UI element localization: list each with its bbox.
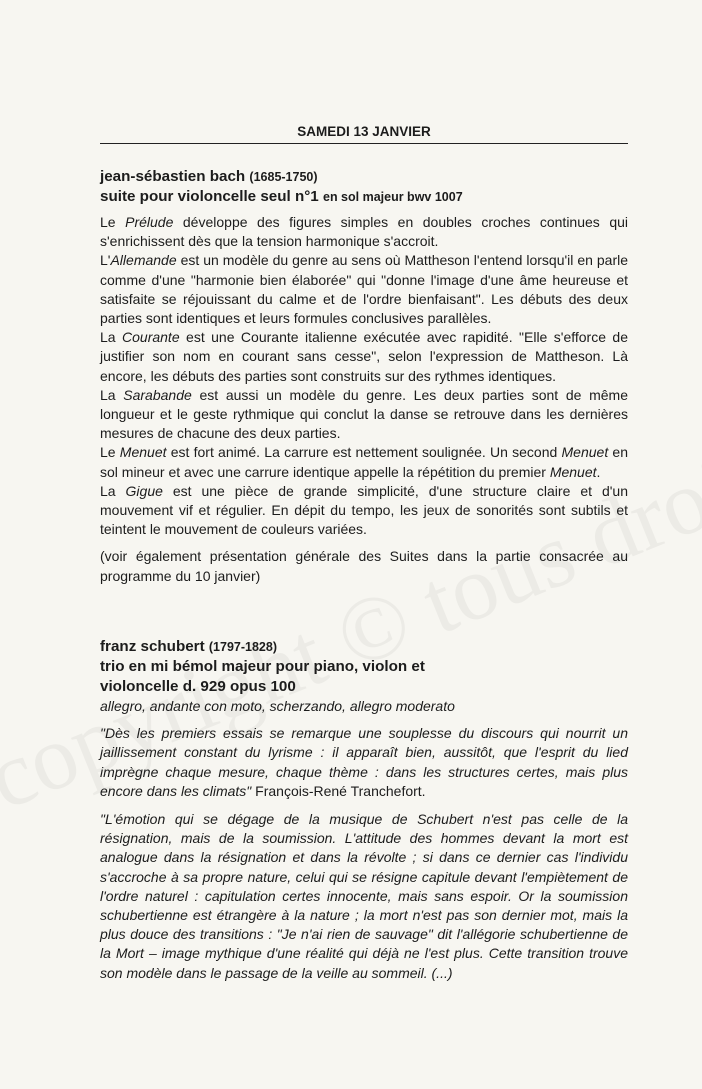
prelude-paragraph: Le Prélude développe des figures simples en doubles croches continues qui s'enrichissent dès que la tension harmonique s'accroit. — [100, 214, 628, 250]
schubert-work-title-line2: violoncelle d. 929 opus 100 — [100, 678, 296, 695]
gigue-paragraph: La Gigue est une pièce de grande simplicité, d'une structure claire et d'un mouvement vif et régulier. En dépit du tempo, les jeux de sonorités sont subtils et teintent le mouvement de couleurs variées. — [100, 482, 628, 538]
work-key: en sol majeur bwv 1007 — [323, 190, 463, 204]
allemande-paragraph: L'Allemande est un modèle du genre au sens où Mattheson l'entend lorsqu'il en parle comme d'une "harmonie bien élaborée" qui "donne l'image d'une âme heureuse et satisfaite se réjouissant du calme et de l'ordre bienfaisant". Les débuts des deux parties sont identiques et leurs formules conclusives parallèles. — [100, 252, 628, 327]
schubert-quote: "L'émotion qui se dégage de la musique de Schubert n'est pas celle de la résignation, mais de la soumission. L'attitude des hommes devant la mort est analogue dans la résignation et dans la révolte ; si dans ce dernier cas l'individu s'accroche à sa propre nature, celui qui se résigne capitule devant l'empiètement de l'ordre naturel : capitulation certes innocente, mais sans espoir. Or la soumission schubertienne est étrangère à la nature ; la mort n'est pas son dernier mot, mais la plus douce des transitions : "Je n'ai rien de sauvage" dit l'allégorie schubertienne de la Mort – image mythique d'une réalité qui déjà ne l'est plus. Cette transition trouve son modèle dans le passage de la veille au sommeil. (...) — [100, 811, 628, 981]
composer-name: franz schubert — [100, 638, 205, 655]
composer-name: jean-sébastien bach — [100, 168, 246, 185]
work-name: suite pour violoncelle seul n°1 — [100, 188, 319, 205]
schubert-title — [100, 637, 628, 657]
menuet-paragraph: Le Menuet est fort animé. La carrure est nettement soulignée. Un second Menuet en sol mineur et avec une carrure identique appelle la répétition du premier Menuet. — [100, 444, 629, 480]
composer-dates: (1797-1828) — [208, 640, 277, 654]
schubert-section — [100, 637, 628, 983]
bach-section — [100, 167, 628, 586]
sarabande-paragraph: La Sarabande est aussi un modèle du genre. Les deux parties sont de même longueur et le geste rythmique qui conclut la danse se retrouve dans les dernières mesures de chacune des deux parties. — [100, 386, 628, 442]
quote-author: François-René Tranchefort. — [251, 782, 426, 799]
movements-list: allegro, andante con moto, scherzando, allegro moderato — [100, 698, 455, 714]
composer-dates: (1685-1750) — [249, 170, 318, 184]
courante-paragraph: La Courante est une Courante italienne exécutée avec rapidité. "Elle s'efforce de justifier son nom en courant sans cesse", selon l'expression de Mattheson. Là encore, les débuts des parties sont construits sur des rythmes identiques. — [100, 329, 629, 384]
suites-note: (voir également présentation générale des Suites dans la partie consacrée au programme du 10 janvier) — [100, 548, 628, 584]
page-header: SAMEDI 13 JANVIER — [100, 124, 628, 144]
tranchefort-quote: "Dès les premiers essais se remarque une souplesse du discours qui nourrit un jaillissement constant du lyrisme : il apparaît bien, aussitôt, que l'esprit du lied imprègne chaque mesure, chaque thème : dans les structures certes, mais plus encore dans les climats" François-René Tranchefort. — [100, 725, 628, 799]
schubert-work-title-line1: trio en mi bémol majeur pour piano, violon et — [100, 658, 425, 675]
bach-title — [100, 167, 628, 187]
bach-work-title — [100, 187, 628, 207]
